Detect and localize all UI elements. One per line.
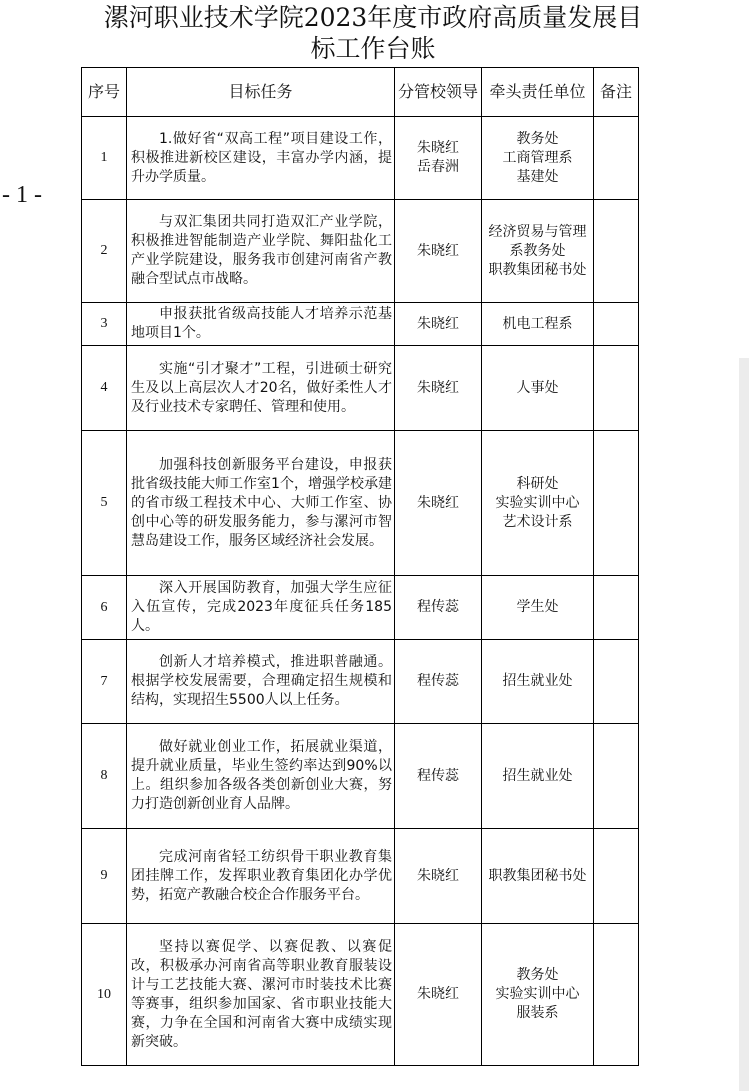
header-no: 序号 — [82, 68, 127, 117]
table-header-row — [82, 68, 639, 117]
table-row — [82, 431, 639, 576]
unit-name: 科研处 — [516, 475, 559, 492]
row-number: 7 — [82, 640, 127, 724]
leader-name: 朱晓红 — [417, 867, 459, 884]
unit-name: 经济贸易与管理系教务处 — [488, 223, 587, 259]
row-unit — [482, 829, 594, 924]
row-task: 与双汇集团共同打造双汇产业学院，积极推进智能制造产业学院、舞阳盐化工产业学院建设，服务我市创建河南省产教融合型试点市战略。 — [127, 200, 395, 303]
row-unit — [482, 640, 594, 724]
unit-name: 机电工程系 — [502, 315, 573, 332]
leader-name: 朱晓红 — [417, 315, 459, 332]
unit-name: 教务处 — [516, 967, 559, 983]
row-leader — [395, 431, 482, 576]
table-row — [82, 346, 639, 431]
leader-name: 程传蕊 — [417, 599, 459, 615]
row-remark — [594, 346, 639, 431]
table-row — [82, 924, 639, 1066]
table-row — [82, 200, 639, 303]
row-number: 5 — [82, 431, 127, 576]
row-leader — [395, 576, 482, 640]
leader-name: 朱晓红 — [417, 494, 459, 511]
title-line-2: 标工作台账 — [310, 34, 436, 63]
row-number: 3 — [82, 303, 127, 346]
unit-name: 人事处 — [516, 379, 559, 396]
row-remark — [594, 431, 639, 576]
row-unit — [482, 924, 594, 1066]
row-task: 深入开展国防教育，加强大学生应征入伍宣传，完成2023年度征兵任务185人。 — [127, 576, 395, 640]
unit-name: 服装系 — [516, 1005, 559, 1021]
row-task: 完成河南省轻工纺织骨干职业教育集团挂牌工作，发挥职业教育集团化办学优势，拓宽产教融合校企合作服务平台。 — [127, 829, 395, 924]
row-leader — [395, 724, 482, 829]
row-number: 10 — [82, 924, 127, 1066]
leader-name: 岳春洲 — [417, 159, 459, 175]
row-number: 4 — [82, 346, 127, 431]
row-unit — [482, 724, 594, 829]
row-leader — [395, 117, 482, 200]
row-task: 加强科技创新服务平台建设，申报获批省级技能大师工作室1个，增强学校承建的省市级工程技术中心、大师工作室、协创中心等的研发服务能力，参与漯河市智慧岛建设工作，服务区域经济社会发展。 — [127, 431, 395, 576]
table-row — [82, 576, 639, 640]
row-leader — [395, 640, 482, 724]
table-row — [82, 117, 639, 200]
unit-name: 实验实训中心 — [495, 986, 580, 1002]
unit-name: 教务处 — [516, 130, 559, 147]
row-unit — [482, 200, 594, 303]
row-leader — [395, 200, 482, 303]
header-task: 目标任务 — [127, 68, 395, 117]
row-task: 申报获批省级高技能人才培养示范基地项目1个。 — [127, 303, 395, 346]
row-remark — [594, 924, 639, 1066]
unit-name: 职教集团秘书处 — [488, 261, 587, 278]
leader-name: 程传蕊 — [417, 767, 459, 784]
row-task: 创新人才培养模式，推进职普融通。根据学校发展需要，合理确定招生规模和结构，实现招生5500人以上任务。 — [127, 640, 395, 724]
unit-name: 学生处 — [516, 599, 559, 615]
page-number: - 1 - — [2, 182, 42, 208]
unit-name: 招生就业处 — [502, 673, 573, 689]
leader-name: 朱晓红 — [417, 379, 459, 396]
row-number: 2 — [82, 200, 127, 303]
table-row — [82, 724, 639, 829]
row-task: 做好就业创业工作，拓展就业渠道，提升就业质量，毕业生签约率达到90%以上。组织参加各级各类创新创业大赛，努力打造创新创业育人品牌。 — [127, 724, 395, 829]
row-task: 1.做好省“双高工程”项目建设工作，积极推进新校区建设，丰富办学内涵，提升办学质量。 — [127, 117, 395, 200]
row-unit — [482, 576, 594, 640]
row-unit — [482, 346, 594, 431]
target-ledger-table — [81, 67, 639, 1066]
header-unit: 牵头责任单位 — [482, 68, 594, 117]
row-leader — [395, 303, 482, 346]
row-task: 坚持以赛促学、以赛促教、以赛促改，积极承办河南省高等职业教育服装设计与工艺技能大赛、漯河市时装技术比赛等赛事，组织参加国家、省市职业技能大赛，力争在全国和河南省大赛中成绩实现新突破。 — [127, 924, 395, 1066]
page-title — [78, 2, 668, 64]
row-number: 8 — [82, 724, 127, 829]
row-remark — [594, 117, 639, 200]
row-remark — [594, 724, 639, 829]
unit-name: 基建处 — [516, 168, 559, 185]
row-remark — [594, 576, 639, 640]
leader-name: 朱晓红 — [417, 140, 459, 156]
header-remark: 备注 — [594, 68, 639, 117]
row-remark — [594, 303, 639, 346]
row-remark — [594, 640, 639, 724]
leader-name: 朱晓红 — [417, 242, 459, 259]
leader-name: 程传蕊 — [417, 673, 459, 689]
header-leader: 分管校领导 — [395, 68, 482, 117]
row-unit — [482, 431, 594, 576]
row-number: 1 — [82, 117, 127, 200]
unit-name: 职教集团秘书处 — [488, 867, 587, 884]
row-unit — [482, 117, 594, 200]
table-row — [82, 829, 639, 924]
table-row — [82, 303, 639, 346]
unit-name: 实验实训中心 — [495, 494, 580, 511]
leader-name: 朱晓红 — [417, 986, 459, 1002]
unit-name: 工商管理系 — [502, 149, 573, 166]
row-number: 9 — [82, 829, 127, 924]
row-leader — [395, 829, 482, 924]
scrollbar-track[interactable] — [739, 358, 749, 1091]
row-leader — [395, 346, 482, 431]
unit-name: 招生就业处 — [502, 767, 573, 784]
row-remark — [594, 200, 639, 303]
row-leader — [395, 924, 482, 1066]
unit-name: 艺术设计系 — [502, 513, 573, 530]
table-row — [82, 640, 639, 724]
row-number: 6 — [82, 576, 127, 640]
table-body — [82, 117, 639, 1066]
title-line-1: 漯河职业技术学院2023年度市政府高质量发展目 — [103, 3, 643, 32]
row-remark — [594, 829, 639, 924]
row-unit — [482, 303, 594, 346]
row-task: 实施“引才聚才”工程，引进硕士研究生及以上高层次人才20名，做好柔性人才及行业技术专家聘任、管理和使用。 — [127, 346, 395, 431]
